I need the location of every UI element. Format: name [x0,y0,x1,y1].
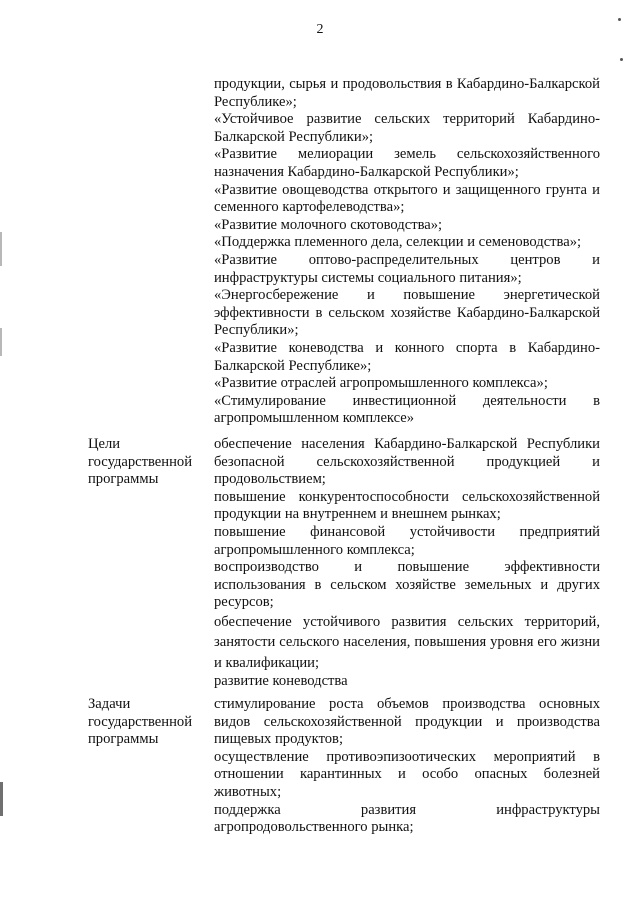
subprogram-item: «Энергосбережение и повышение энергетической эффективности в сельском хозяйстве Кабардино-Балкарской Республики»; [214,287,600,339]
subprogram-item: «Развитие овощеводства открытого и защищенного грунта и семенного картофелеводства»; [214,181,600,216]
goal-item: развитие коневодства [214,673,348,690]
goal-item: воспроизводство и повышение эффективности использования в сельском хозяйстве земельных и других ресурсов; [214,559,600,611]
goal-item: обеспечение устойчивого развития сельских территорий, занятости сельского населения, повышения уровня его жизни и квалификации; [214,613,600,671]
page-number: 2 [316,22,324,37]
subprogram-item: «Поддержка племенного дела, селекции и семеноводства»; [214,234,582,251]
goal-item: обеспечение населения Кабардино-Балкарской Республики безопасной сельскохозяйственной продукцией и продовольствием; [214,436,600,488]
scan-dot [620,58,623,61]
subprogram-item: продукции, сырья и продовольствия в Кабардино-Балкарской Республике»; [214,76,600,110]
task-item: осуществление противоэпизоотических мероприятий в отношении карантинных и особо опасных болезней животных; [214,748,600,800]
goal-item: повышение финансовой устойчивости предприятий агропромышленного комплекса; [214,523,600,558]
tasks-list [214,696,600,837]
subprogram-item: «Развитие оптово-распределительных центров и инфраструктуры системы социального питания»; [214,251,600,286]
scan-mark [0,232,2,266]
subprograms-list [214,76,600,428]
goals-list [214,436,600,691]
scan-mark [0,328,2,356]
task-item: стимулирование роста объемов производства основных видов сельскохозяйственной продукции и производства пищевых продуктов; [214,696,600,748]
goal-item: повышение конкурентоспособности сельскохозяйственной продукции на внутреннем и внешнем рынках; [214,488,600,523]
subprogram-item: «Развитие отраслей агропромышленного комплекса»; [214,375,548,392]
subprogram-item: «Стимулирование инвестиционной деятельности в агропромышленном комплексе» [214,392,600,427]
subprogram-item: «Развитие коневодства и конного спорта в Кабардино-Балкарской Республике»; [214,339,600,374]
scan-dot [618,18,621,21]
task-item: поддержка развития инфраструктуры агропродовольственного рынка; [214,801,600,836]
tasks-label: Задачи государственной программы [88,696,193,748]
scan-mark [0,782,3,816]
subprogram-item: «Развитие молочного скотоводства»; [214,216,443,233]
goals-label: Цели государственной программы [88,436,193,488]
subprogram-item: «Развитие мелиорации земель сельскохозяйственного назначения Кабардино-Балкарской Республики»; [214,146,600,180]
subprogram-item: «Устойчивое развитие сельских территорий Кабардино-Балкарской Республики»; [214,111,600,145]
